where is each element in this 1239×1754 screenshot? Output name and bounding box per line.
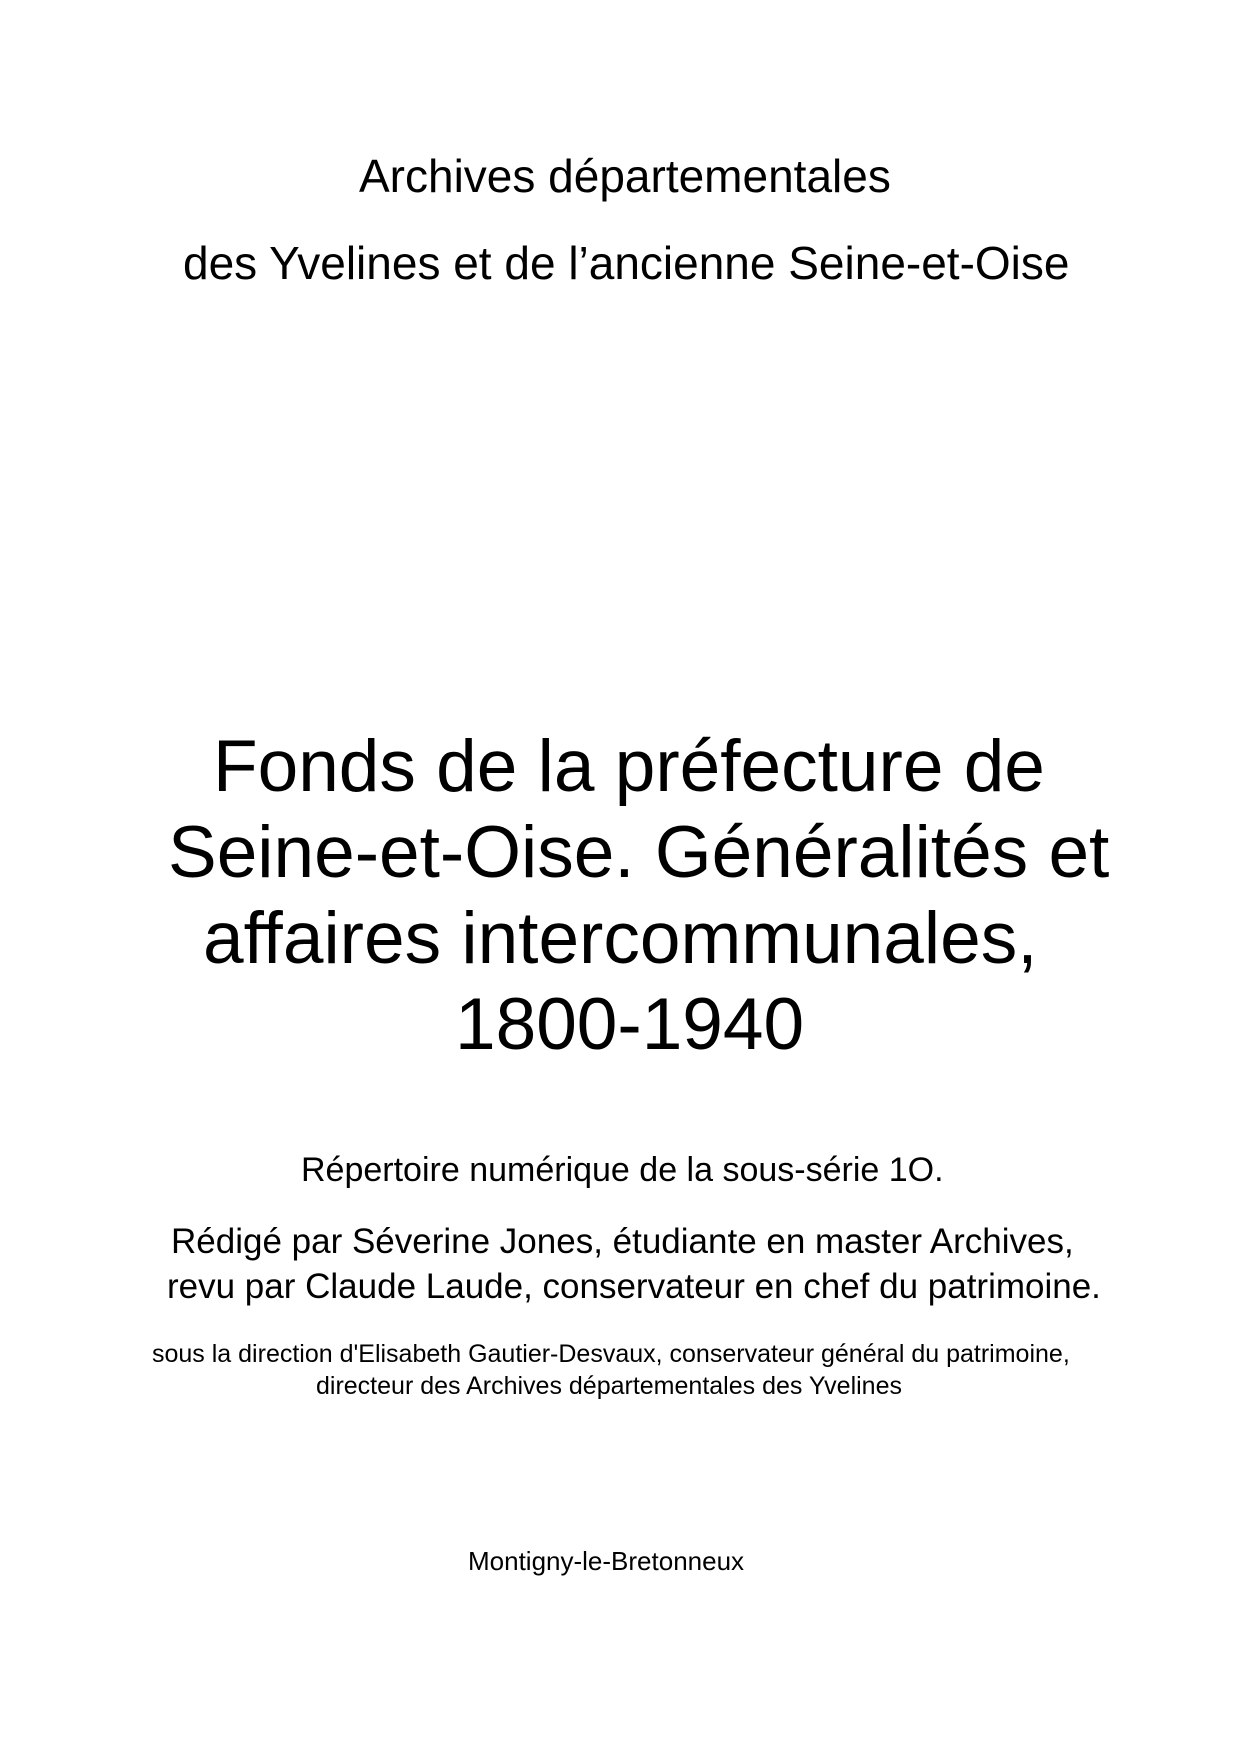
institution-name-line-1: Archives départementales (359, 150, 891, 202)
publication-place: Montigny-le-Bretonneux (468, 1546, 745, 1576)
institution-name-line-2: des Yvelines et de l’ancienne Seine-et-Oise (183, 237, 1070, 289)
document-title-line-4: 1800-1940 (455, 984, 805, 1065)
document-title-line-2: Seine-et-Oise. Généralités et (168, 812, 1110, 893)
direction-line-1: sous la direction d'Elisabeth Gautier-Desvaux, conservateur général du patrimoine, (152, 1340, 1070, 1368)
direction-line-2: directeur des Archives départementales des Yvelines (316, 1372, 902, 1400)
document-subtitle: Répertoire numérique de la sous-série 1O. (301, 1151, 944, 1189)
document-title-line-3: affaires intercommunales, (203, 898, 1038, 979)
document-title-line-1: Fonds de la préfecture de (213, 726, 1045, 807)
credit-reviewer: revu par Claude Laude, conservateur en chef du patrimoine. (167, 1267, 1101, 1306)
credit-author: Rédigé par Séverine Jones, étudiante en master Archives, (171, 1222, 1074, 1261)
